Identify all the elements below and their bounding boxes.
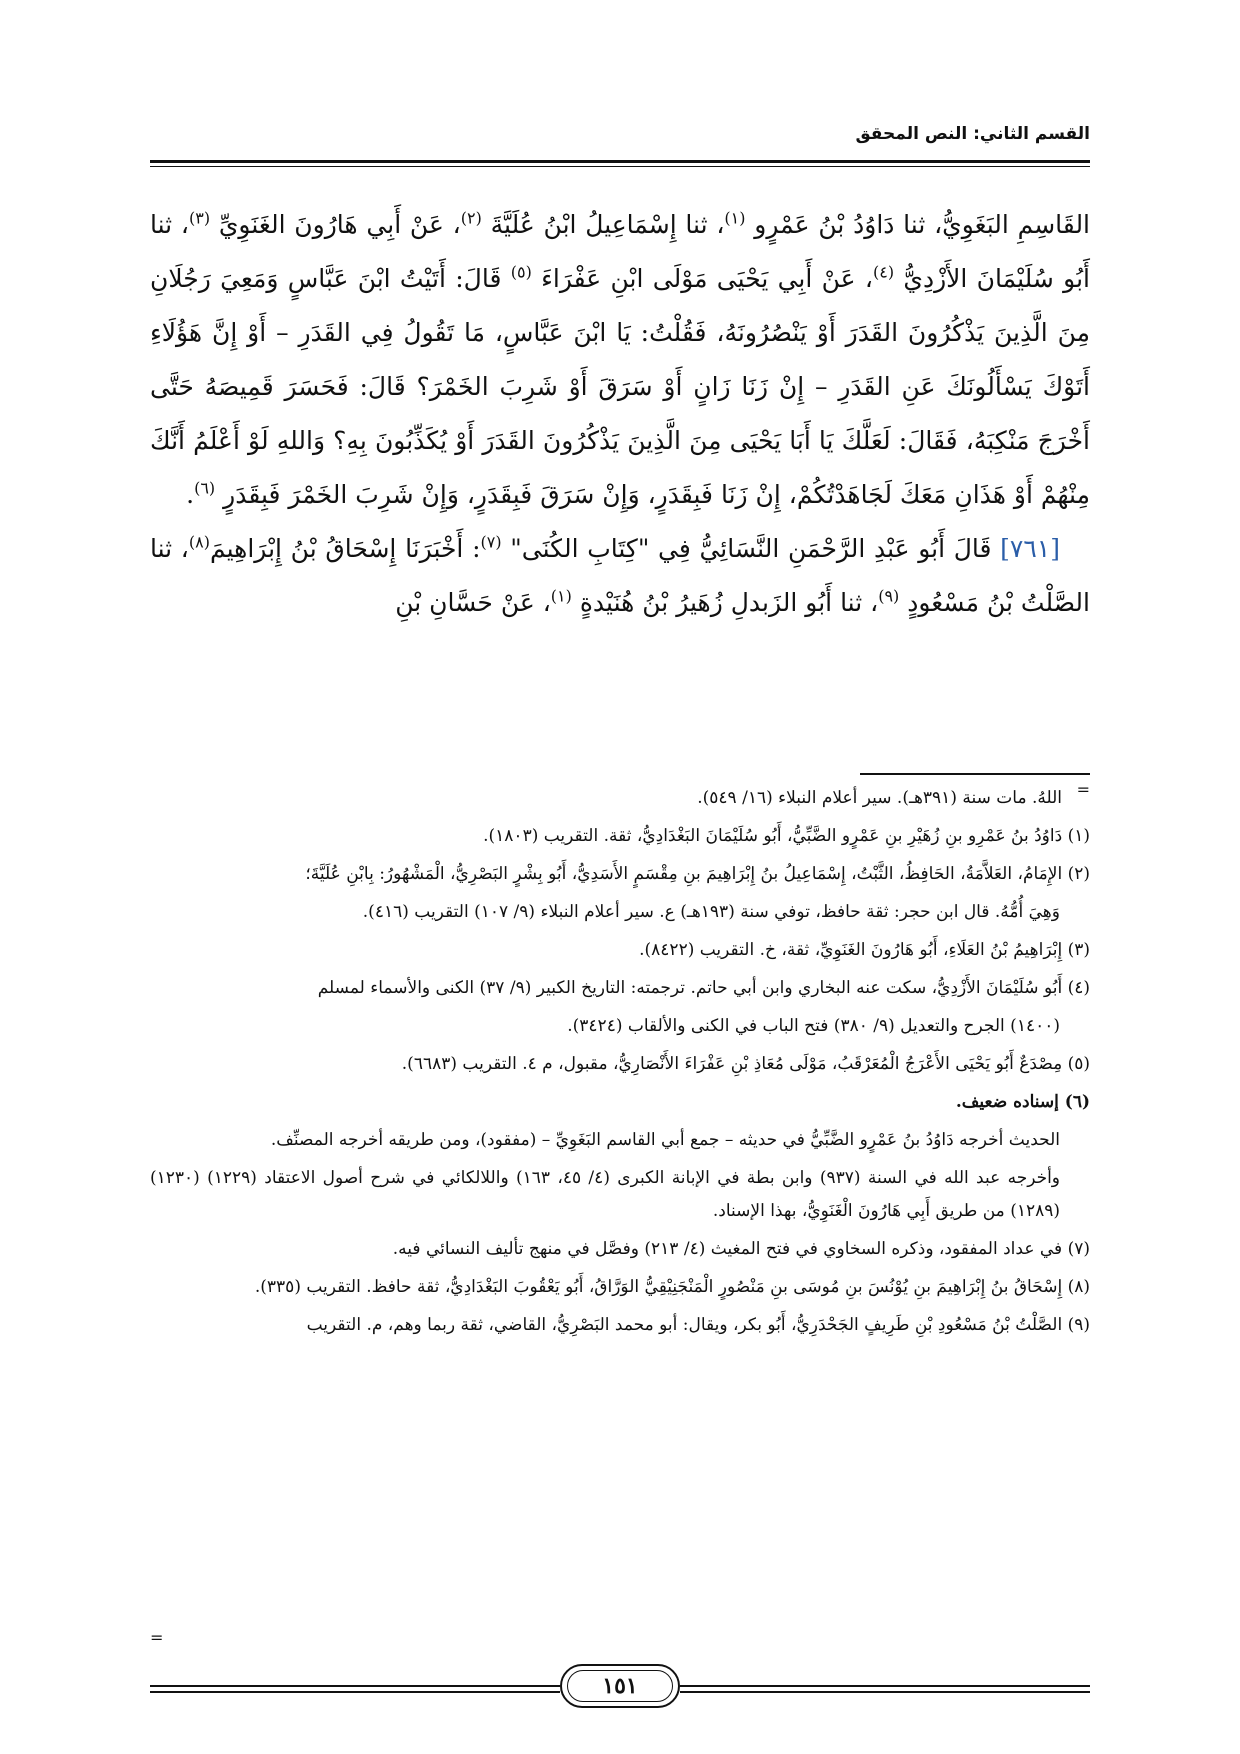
running-head: القسم الثاني: النص المحقق bbox=[855, 124, 1090, 144]
footnote-reference: (٢) bbox=[460, 208, 482, 228]
footer-rule bbox=[150, 1685, 560, 1687]
footnote: (٦) إسناده ضعيف. bbox=[955, 1092, 1090, 1112]
paragraph-continued bbox=[150, 198, 1090, 522]
header-rule-thick bbox=[150, 160, 1090, 163]
footnote: (٢) الإِمَامُ، العَلاَّمَةُ، الحَافِظُ، الثَّبْتُ، إِسْمَاعِيلُ بنُ إِبْرَاهِيمَ بنِ مِقْسَمٍ الأَسَدِيُّ، أَبُو بِشْرٍ البَصْرِيُّ، الْمَشْهُورُ: بِابْنِ عُلَيَّةَ؛ bbox=[305, 864, 1090, 884]
footnote: (٣) إِبْرَاهِيمُ بْنُ العَلَاءِ، أَبُو هَارُونَ الغَنَوِيِّ، ثقة، خ. التقريب (٨٤٢٢). bbox=[639, 940, 1090, 960]
footnote: الحديث أخرجه دَاوُدُ بنُ عَمْرٍو الضَّبِّيُّ في حديثه – جمع أبي القاسم البَغَوِيِّ – (مفقود)، ومن طريقه أخرجه المصنِّف. bbox=[270, 1130, 1060, 1150]
text-run: ، عَنْ أَبِي يَحْيَى مَوْلَى ابْنِ عَفْرَاءَ bbox=[531, 264, 873, 293]
footnote: (٧) في عداد المفقود، وذكره السخاوي في فتح المغيث (٤/ ٢١٣) وفصَّل في منهج تأليف النسائي فيه. bbox=[392, 1239, 1090, 1259]
text-run: قَالَ: أَتَيْتُ ابْنَ عَبَّاسٍ وَمَعِيَ رَجُلَانِ مِنَ الَّذِينَ يَذْكُرُونَ القَدَرَ أَوْ يَنْصُرُونَهُ، فَقُلْتُ: يَا ابْنَ عَبَّاسٍ، مَا تَقُولُ فِي القَدَرِ – أَوْ إِنَّ هَؤُلَاءِ أَتَوْكَ يَسْأَلُونَكَ عَنِ القَدَرِ – إِنْ زَنَا زَانٍ أَوْ سَرَقَ أَوْ شَرِبَ الخَمْرَ؟ قَالَ: فَحَسَرَ قَمِيصَهُ حَتَّى أَخْرَجَ مَنْكِبَهُ، فَقَالَ: لَعَلَّكَ يَا أَبَا يَحْيَى مِنَ الَّذِينَ يَذْكُرُونَ القَدَرَ أَوْ يُكَذِّبُونَ بِهِ؟ وَاللهِ لَوْ أَعْلَمُ أَنَّكَ مِنْهُمْ أَوْ هَذَانِ مَعَكَ لَجَاهَدْتُكُمْ، إِنْ زَنَا فَبِقَدَرٍ، وَإِنْ سَرَقَ فَبِقَدَرٍ، وَإِنْ شَرِبَ الخَمْرَ فَبِقَدَرٍ bbox=[150, 264, 1090, 509]
footnote: (٩) الصَّلْتُ بْنُ مَسْعُودِ بْنِ طَرِيفٍ الجَحْدَرِيُّ، أَبُو بكر، ويقال: أبو محمد البَصْرِيُّ، القاضي، ثقة ربما وهم، م. التقريب bbox=[306, 1315, 1090, 1335]
footer-rule bbox=[150, 1691, 560, 1693]
hadith-number: [٧٦١] bbox=[1000, 534, 1060, 563]
footnotes bbox=[150, 782, 1090, 1347]
text-run: ، عَنْ حَسَّانِ بْنِ bbox=[395, 588, 551, 617]
footnote-reference: (٤) bbox=[872, 262, 895, 282]
footnote-reference: (٨) bbox=[188, 532, 210, 552]
footnote: وَهِيَ أُمُّهُ. قال ابن حجر: ثقة حافظ، توفي سنة (١٩٣هـ) ع. سير أعلام النبلاء (٩/ ١٠٧) التقريب (٤١٦). bbox=[362, 902, 1060, 922]
footnote-reference: (٩) bbox=[878, 586, 900, 606]
footnote-reference: (١) bbox=[550, 586, 572, 606]
text-run: ، عَنْ أَبِي هَارُونَ الغَنَوِيِّ bbox=[210, 210, 461, 239]
footnote: وأخرجه عبد الله في السنة (٩٣٧) وابن بطة في الإبانة الكبرى (٤/ ٤٥، ١٦٣) واللالكائي في شرح أصول الاعتقاد (١٢٢٩) (١٢٣٠) (١٢٨٩) من طريق أَبِي هَارُونَ الْغَنَوِيُّ، بهذا الإسناد. bbox=[150, 1168, 1061, 1221]
text-run: ، ثنا الصَّلْتُ بْنُ مَسْعُودٍ bbox=[150, 534, 1090, 617]
text-run: . bbox=[186, 480, 195, 509]
text-run: قَالَ أَبُو عَبْدِ الرَّحْمَنِ النَّسَائِيُّ فِي "كِتَابِ الكُنَى" bbox=[501, 534, 1001, 563]
text-run: ، ثنا أَبُو سُلَيْمَانَ الأَزْدِيُّ bbox=[150, 210, 1091, 293]
footnote-reference: (١) bbox=[724, 208, 746, 228]
main-text bbox=[150, 198, 1090, 630]
text-run: ، ثنا أَبُو الزَبدلِ زُهَيرُ بْنُ هُنَيْدةٍ bbox=[571, 588, 879, 617]
page-number bbox=[560, 1664, 680, 1708]
footnote: (١٤٠٠) الجرح والتعديل (٩/ ٣٨٠) فتح الباب في الكنى والألقاب (٣٤٢٤). bbox=[567, 1016, 1060, 1036]
text-run: : أَخْبَرَنَا إِسْحَاقُ بْنُ إِبْرَاهِيمَ bbox=[209, 534, 481, 563]
text-run: ، ثنا إِسْمَاعِيلُ ابْنُ عُلَيَّةَ bbox=[481, 210, 725, 239]
paragraph-hadith-761 bbox=[150, 522, 1090, 630]
footnote: (٤) أَبُو سُلَيْمَانَ الأَزْدِيُّ، سكت عنه البخاري وابن أبي حاتم. ترجمته: التاريخ الكبير (٩/ ٣٧) الكنى والأسماء لمسلم bbox=[317, 978, 1090, 998]
footnote-separator bbox=[860, 773, 1090, 775]
footnote: (٥) مِصْدَعٌ أَبُو يَحْيَى الأَعْرَجُ الْمُعَرْقَبُ، مَوْلَى مُعَاذِ بْنِ عَفْرَاءَ الأَنْصَارِيُّ، مقبول، م ٤. التقريب (٦٦٨٣). bbox=[401, 1054, 1090, 1074]
footnote: (١) دَاوُدُ بنُ عَمْرِو بنِ زُهَيْرِ بنِ عَمْرٍو الضَّبِّيُّ، أَبُو سُلَيْمَانَ البَغْدَادِيُّ، ثقة. التقريب (١٨٠٣). bbox=[483, 826, 1090, 846]
footnote-continues-mark: = bbox=[150, 1628, 164, 1647]
footnote-reference: (٦) bbox=[194, 478, 216, 498]
footnote: اللهُ. مات سنة (٣٩١هـ). سير أعلام النبلاء (١٦/ ٥٤٩). bbox=[697, 788, 1062, 808]
page-number-text: ١٥١ bbox=[602, 1673, 638, 1699]
footnote-reference: (٣) bbox=[188, 208, 211, 228]
header-rule-thin bbox=[150, 166, 1090, 167]
footnote-reference: (٧) bbox=[480, 532, 502, 552]
footer-rule bbox=[680, 1685, 1090, 1687]
footnote-continuation-mark: = bbox=[1076, 780, 1090, 799]
footnote: (٨) إِسْحَاقُ بنُ إِبْرَاهِيمَ بنِ يُوْنُسَ بنِ مُوسَى بنِ مَنْصُورٍ الْمَنْجَنِيْقِيُّ الوَرَّاقُ، أَبُو يَعْقُوبَ البَغْدَادِيُّ، ثقة حافظ. التقريب (٣٣٥). bbox=[254, 1277, 1090, 1297]
footnote-reference: (٥) bbox=[510, 262, 532, 282]
footer-rule bbox=[680, 1691, 1090, 1693]
text-run: القَاسِمِ البَغَوِيُّ، ثنا دَاوُدُ بْنُ عَمْرٍو bbox=[745, 210, 1091, 239]
